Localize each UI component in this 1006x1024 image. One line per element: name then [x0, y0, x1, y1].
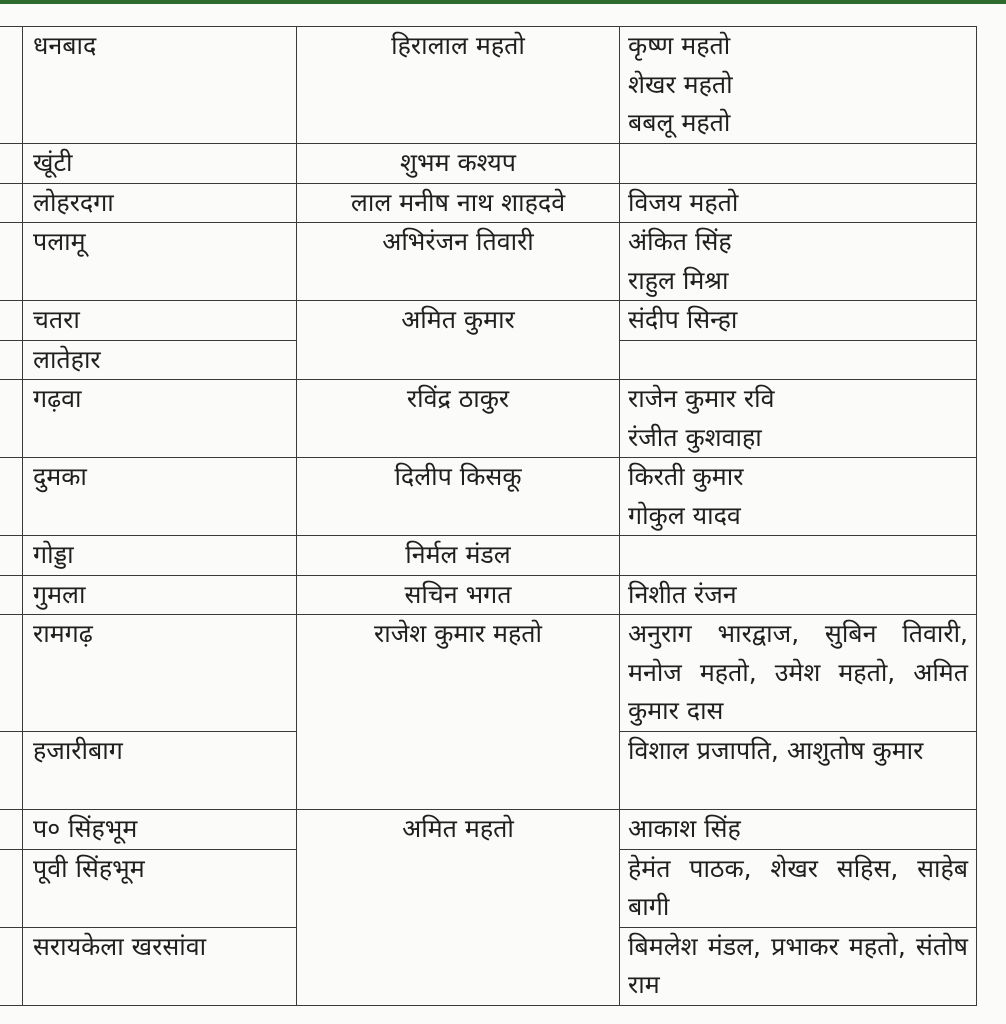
- district-cell: गोड्डा: [23, 536, 297, 576]
- members-cell: [620, 340, 977, 380]
- district-cell: सरायकेला खरसांवा: [23, 927, 297, 1005]
- table-row: [0, 380, 977, 458]
- district-cell: खूंटी: [23, 144, 297, 184]
- leader-cell: निर्मल मंडल: [297, 536, 620, 576]
- district-cell: दुमका: [23, 458, 297, 536]
- members-cell: [620, 27, 977, 144]
- member-name: निशीत रंजन: [628, 579, 737, 609]
- members-cell: अनुराग भारद्वाज, सुबिन तिवारी, मनोज महतो, उमेश महतो, अमित कुमार दास: [620, 615, 977, 732]
- district-cell: लोहरदगा: [23, 183, 297, 223]
- members-cell: [620, 380, 977, 458]
- member-name: राहुल मिश्रा: [628, 265, 729, 295]
- members-cell: बिमलेश मंडल, प्रभाकर महतो, संतोष राम: [620, 927, 977, 1005]
- leader-cell: हिरालाल महतो: [297, 27, 620, 144]
- member-name: संदीप सिन्हा: [628, 305, 738, 334]
- members-cell: विशाल प्रजापति, आशुतोष कुमार: [620, 732, 977, 810]
- members-cell: [620, 810, 977, 850]
- table-row: [0, 615, 977, 732]
- district-cell: हजारीबाग: [23, 732, 297, 810]
- member-name: राजेन कुमार रवि: [628, 384, 775, 413]
- member-name: शेखर महतो: [628, 69, 733, 99]
- district-cell: पलामू: [23, 223, 297, 301]
- district-cell: पूवी सिंहभूम: [23, 849, 297, 927]
- leader-cell: अभिरंजन तिवारी: [297, 223, 620, 301]
- member-name: विजय महतो: [628, 187, 739, 217]
- district-cell: गुमला: [23, 575, 297, 615]
- district-cell: धनबाद: [23, 27, 297, 144]
- table-row: [0, 458, 977, 536]
- members-cell: [620, 536, 977, 576]
- table-row: [0, 223, 977, 301]
- leader-cell: शुभम कश्यप: [297, 144, 620, 184]
- district-table: [0, 26, 977, 1006]
- district-cell: लातेहार: [23, 340, 297, 380]
- leader-cell: दिलीप किसकू: [297, 458, 620, 536]
- table-row: [0, 144, 977, 184]
- member-name: किरती कुमार: [628, 462, 744, 491]
- table-row: [0, 183, 977, 223]
- top-green-rule: [0, 0, 1006, 4]
- table-row: [0, 301, 977, 341]
- table-row: [0, 536, 977, 576]
- members-cell: [620, 458, 977, 536]
- district-cell: रामगढ़: [23, 615, 297, 732]
- member-name: बबलू महतो: [628, 108, 731, 137]
- member-name: कृष्ण महतो: [628, 31, 731, 60]
- members-cell: [620, 144, 977, 184]
- district-cell: चतरा: [23, 301, 297, 341]
- leader-cell: राजेश कुमार महतो: [297, 615, 620, 810]
- leader-cell: अमित कुमार: [297, 301, 620, 380]
- members-cell: [620, 301, 977, 341]
- table-row: [0, 27, 977, 144]
- district-cell: प० सिंहभूम: [23, 810, 297, 850]
- member-name: अंकित सिंह: [628, 227, 732, 256]
- leader-cell: सचिन भगत: [297, 575, 620, 615]
- table-row: [0, 810, 977, 850]
- leader-cell: रविंद्र ठाकुर: [297, 380, 620, 458]
- members-cell: [620, 183, 977, 223]
- leader-cell: लाल मनीष नाथ शाहदवे: [297, 183, 620, 223]
- members-cell: हेमंत पाठक, शेखर सहिस, साहेब बागी: [620, 849, 977, 927]
- member-name: गोकुल यादव: [628, 500, 741, 530]
- members-cell: [620, 575, 977, 615]
- members-cell: [620, 223, 977, 301]
- member-name: आकाश सिंह: [628, 814, 741, 843]
- district-cell: गढ़वा: [23, 380, 297, 458]
- member-name: रंजीत कुशवाहा: [628, 422, 762, 452]
- table-row: [0, 575, 977, 615]
- leader-cell: अमित महतो: [297, 810, 620, 1006]
